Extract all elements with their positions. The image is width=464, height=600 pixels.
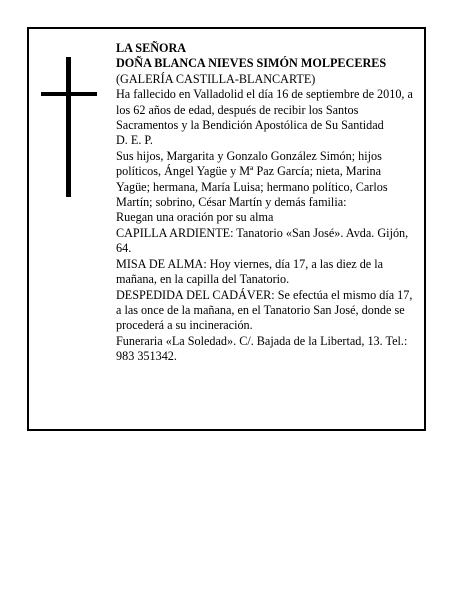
cross-vertical-bar	[66, 57, 71, 197]
funeral-home-info: Funeraria «La Soledad». C/. Bajada de la Libertad, 13. Tel.: 983 351342.	[116, 333, 408, 364]
notice-body	[116, 41, 416, 365]
obituary-notice	[27, 27, 426, 431]
deceased-name: DOÑA BLANCA NIEVES SIMÓN MOLPECERES	[116, 56, 387, 71]
prayer-request: Ruegan una oración por su alma	[116, 210, 274, 225]
death-statement: Ha fallecido en Valladolid el día 16 de septiembre de 2010, a los 62 años de edad, después de recibir los Santos Sacramentos y la Bendición Apostólica de Su Santidad	[116, 87, 413, 133]
mass-info: MISA DE ALMA: Hoy viernes, día 17, a las diez de la mañana, en la capilla del Tanatorio.	[116, 256, 384, 287]
chapel-info: CAPILLA ARDIENTE: Tanatorio «San José». Avda. Gijón, 64.	[116, 225, 409, 256]
dep-line: D. E. P.	[116, 133, 153, 148]
cross-horizontal-bar	[41, 92, 97, 96]
farewell-info: DESPEDIDA DEL CADÁVER: Se efectúa el mismo día 17, a las once de la mañana, en el Tanatorio San José, donde se procederá a su incineración.	[116, 287, 413, 333]
notice-title: LA SEÑORA	[116, 41, 187, 55]
family-list: Sus hijos, Margarita y Gonzalo González Simón; hijos políticos, Ángel Yagüe y Mª Paz García; nieta, Marina Yagüe; hermana, María Luisa; hermano político, Carlos Martín; sobrino, César Martín y demás familia:	[116, 148, 388, 210]
deceased-affiliation: (GALERÍA CASTILLA-BLANCARTE)	[116, 71, 316, 86]
